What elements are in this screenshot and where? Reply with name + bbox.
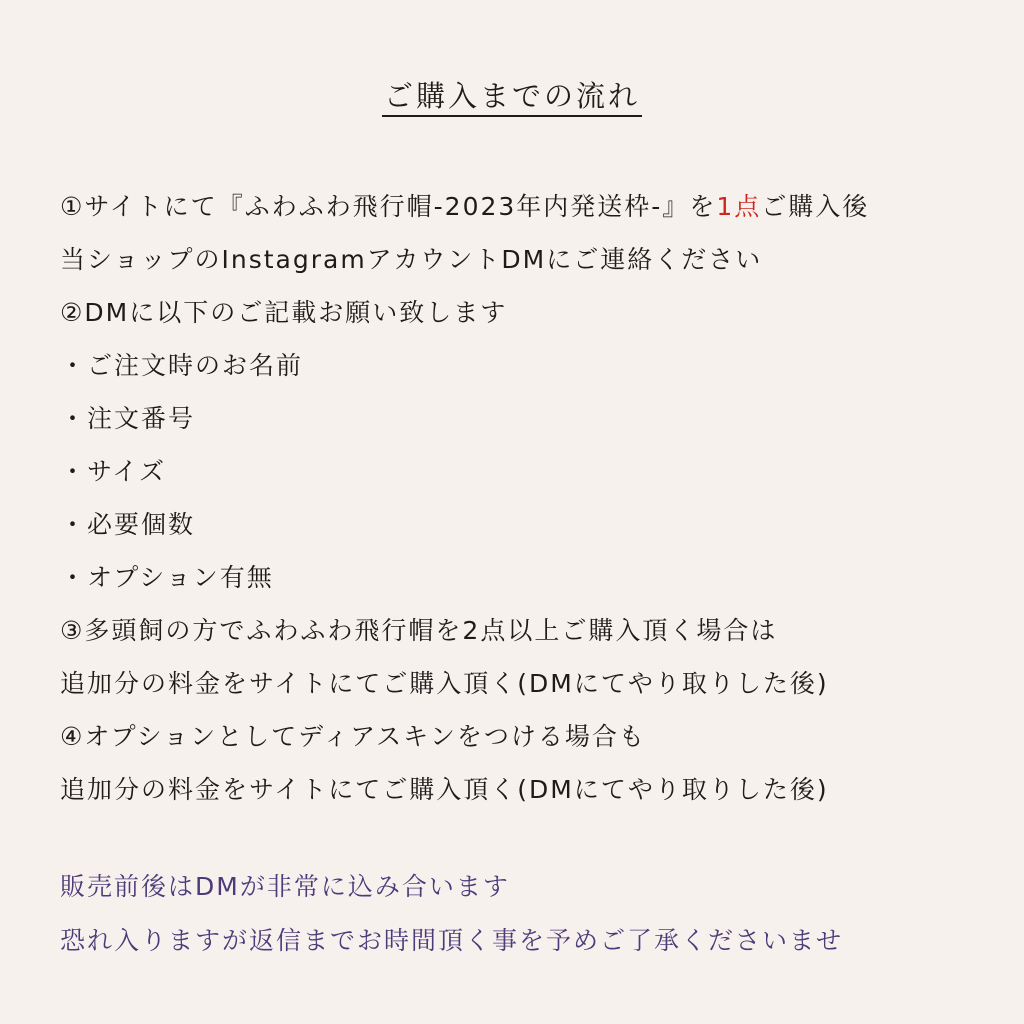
notice-line-1: 販売前後はDMが非常に込み合います (60, 872, 510, 901)
page-title (0, 74, 1024, 118)
step-4-continued: 追加分の料金をサイトにてご購入頂く(DMにてやり取りした後) (60, 775, 829, 804)
step-1-line (60, 180, 990, 233)
required-item-name: ・ご注文時のお名前 (60, 351, 304, 380)
step-1-text-end: ご購入後 (761, 192, 870, 221)
step-3-line: ③多頭飼の方でふわふわ飛行帽を2点以上ご購入頂く場合は (60, 616, 778, 645)
step-1-text: ①サイトにて『ふわふわ飛行帽-2023年内発送枠-』を (60, 192, 717, 221)
reply-notice (60, 860, 990, 968)
required-item-quantity: ・必要個数 (60, 510, 196, 539)
page-title-text: ご購入までの流れ (382, 79, 642, 117)
notice-line-2: 恐れ入りますが返信までお時間頂く事を予めご了承くださいませ (60, 926, 844, 955)
step-2-line: ②DMに以下のご記載お願い致します (60, 298, 508, 327)
step-3-continued: 追加分の料金をサイトにてご購入頂く(DMにてやり取りした後) (60, 669, 829, 698)
required-item-options: ・オプション有無 (60, 563, 274, 592)
quantity-highlight: 1点 (716, 192, 762, 221)
required-item-size: ・サイズ (60, 457, 167, 486)
step-4-line: ④オプションとしてディアスキンをつける場合も (60, 722, 646, 751)
required-item-order-number: ・注文番号 (60, 404, 196, 433)
purchase-steps (60, 180, 990, 816)
step-1-continued: 当ショップのInstagramアカウントDMにご連絡ください (60, 245, 763, 274)
